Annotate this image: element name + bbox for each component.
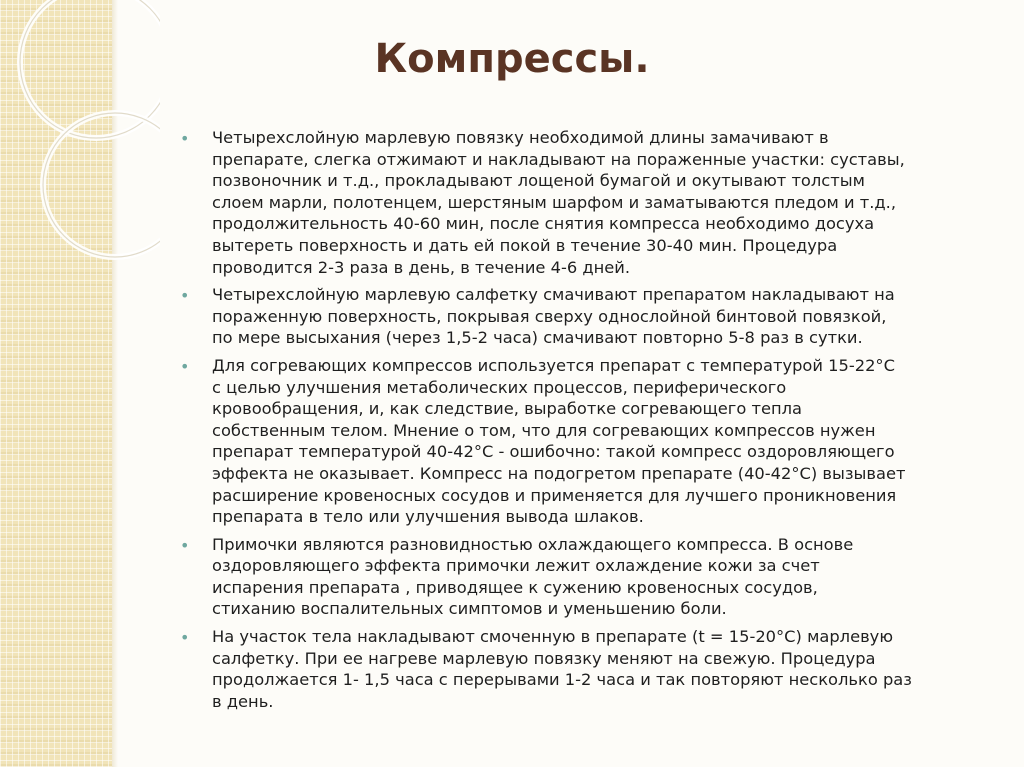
bullet-icon: • xyxy=(180,535,190,555)
bullet-icon: • xyxy=(180,129,190,148)
list-item xyxy=(178,355,998,528)
bullet-list xyxy=(178,127,998,718)
list-item-text: Примочки являются разновидностью охлаждающего компресса. В основе оздоровляющего эффекта примочки лежит охлаждение кожи за счет испарения препарата , приводящее к сужению кровеносных сосудов, стиханию воспалительных симптомов и уменьшению боли. xyxy=(212,534,854,619)
list-item-text: Для согревающих компрессов используется препарат с температурой 15-22°С с целью улучшения метаболических процессов, периферического кровообращения, и, как следствие, выработке согревающего тепла собственным телом. Мнение о том, что для согревающих компрессов нужен препарат температурой 40-42°С - ошибочно: такой компресс оздоровляющего эффекта не оказывает. Компресс на подогретом препарате (40-42°С) вызывает расширение кровеносных сосудов и применяется для лучшего проникновения препарата в тело или улучшения вывода шлаков. xyxy=(212,355,906,527)
slide-title-text: Компрессы. xyxy=(374,36,650,82)
bullet-icon: • xyxy=(180,286,190,306)
list-item xyxy=(178,284,998,349)
list-item-text: Четырехслойную марлевую салфетку смачивают препаратом накладывают на пораженную поверхность, покрывая сверху однослойной бинтовой повязкой, по мере высыхания (через 1,5-2 часа) смачивают повторно 5-8 раз в сутки. xyxy=(212,285,895,348)
list-item xyxy=(178,127,998,278)
list-item xyxy=(178,534,998,620)
bullet-icon: • xyxy=(180,356,190,376)
list-item-text: Четырехслойную марлевую повязку необходимой длины замачивают в препарате, слегка отжимают и накладывают на пораженные участки: суставы, позвоночник и т.д., прокладывают лощеной бумагой и окутывают толстым слоем марли, полотенцем, шерстяным шарфом и заматываются пледом и т.д., продолжительность 40-60 мин, после снятия компресса необходимо досуха вытереть поверхность и дать ей покой в течение 30-40 мин. Процедура проводится 2-3 раза в день, в течение 4-6 дней. xyxy=(212,128,905,277)
bullet-icon: • xyxy=(180,628,190,648)
list-item xyxy=(178,626,998,712)
list-item-text: На участок тела накладывают смоченную в препарате (t = 15-20°С) марлевую салфетку. При ее нагреве марлевую повязку меняют на свежую. Процедура продолжается 1- 1,5 часа с перерывами 1-2 часа и так повторяют несколько раз в день. xyxy=(212,627,912,711)
slide-title xyxy=(0,36,1024,82)
ring-small xyxy=(43,113,160,257)
